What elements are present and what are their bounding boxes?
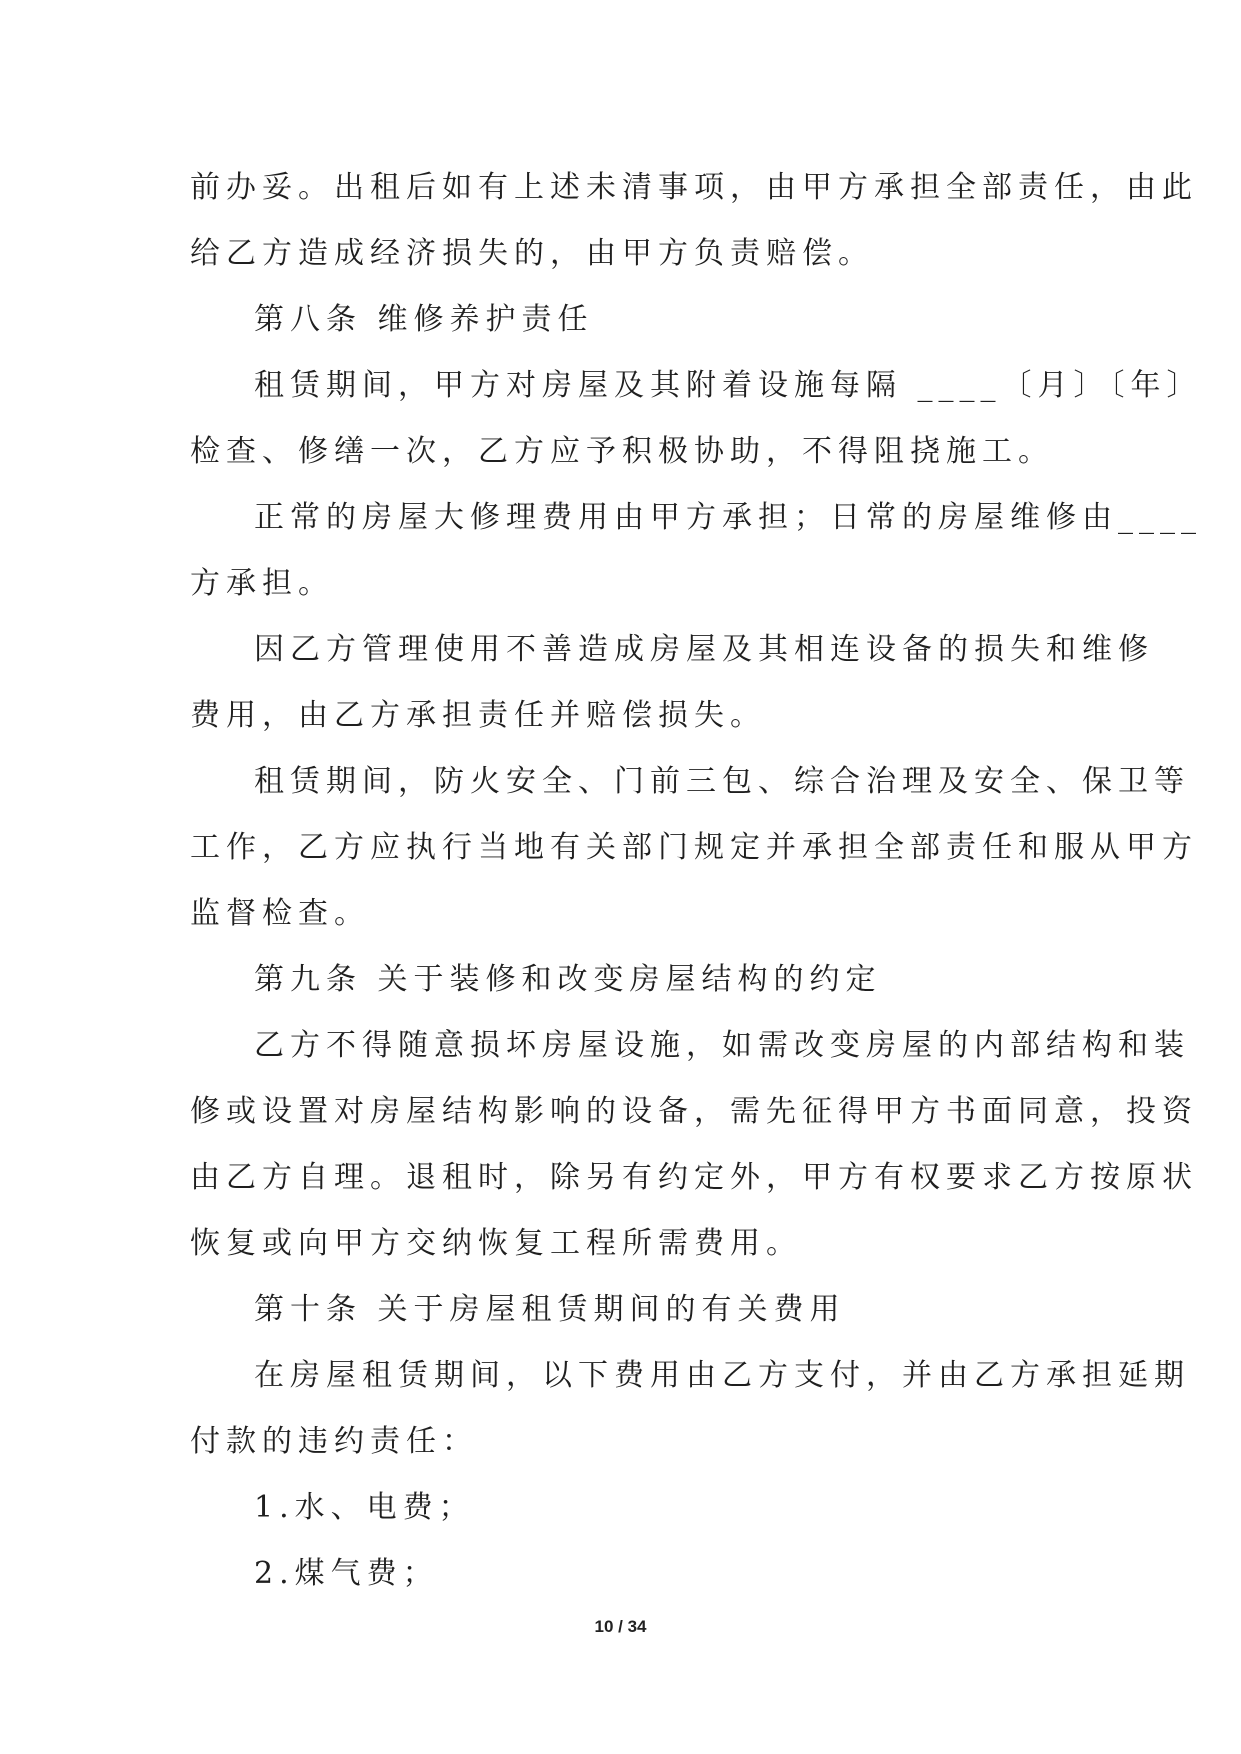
text-line: 正常的房屋大修理费用由甲方承担；日常的房屋维修由____ [254,500,1202,535]
text-line: 方承担。 [190,566,334,601]
text-line: 检查、修缮一次，乙方应予积极协助，不得阻挠施工。 [190,434,1054,469]
text-line: 租赁期间，甲方对房屋及其附着设施每隔 ____〔月〕〔年〕 [254,368,1203,403]
text-line: 恢复或向甲方交纳恢复工程所需费用。 [190,1226,802,1261]
list-item: 1.水、电费； [254,1490,475,1525]
text-line: 因乙方管理使用不善造成房屋及其相连设备的损失和维修 [254,632,1154,667]
text-line: 前办妥。出租后如有上述未清事项，由甲方承担全部责任，由此 [190,170,1198,205]
text-line: 由乙方自理。退租时，除另有约定外，甲方有权要求乙方按原状 [190,1160,1198,1195]
document-body [190,155,1203,1607]
article-heading: 第十条 关于房屋租赁期间的有关费用 [254,1292,846,1327]
text-line: 乙方不得随意损坏房屋设施，如需改变房屋的内部结构和装 [254,1028,1190,1063]
article-heading: 第九条 关于装修和改变房屋结构的约定 [254,962,882,997]
text-line: 给乙方造成经济损失的，由甲方负责赔偿。 [190,236,874,271]
page-number: 10 / 34 [594,1617,647,1636]
list-item: 2.煤气费； [254,1556,439,1591]
text-line: 在房屋租赁期间，以下费用由乙方支付，并由乙方承担延期 [254,1358,1190,1393]
text-line: 监督检查。 [190,896,370,931]
article-heading: 第八条 维修养护责任 [254,302,594,337]
text-line: 付款的违约责任： [190,1424,478,1459]
text-line: 工作，乙方应执行当地有关部门规定并承担全部责任和服从甲方 [190,830,1198,865]
text-line: 租赁期间，防火安全、门前三包、综合治理及安全、保卫等 [254,764,1190,799]
text-line: 修或设置对房屋结构影响的设备，需先征得甲方书面同意，投资 [190,1094,1198,1129]
text-line: 费用，由乙方承担责任并赔偿损失。 [190,698,766,733]
